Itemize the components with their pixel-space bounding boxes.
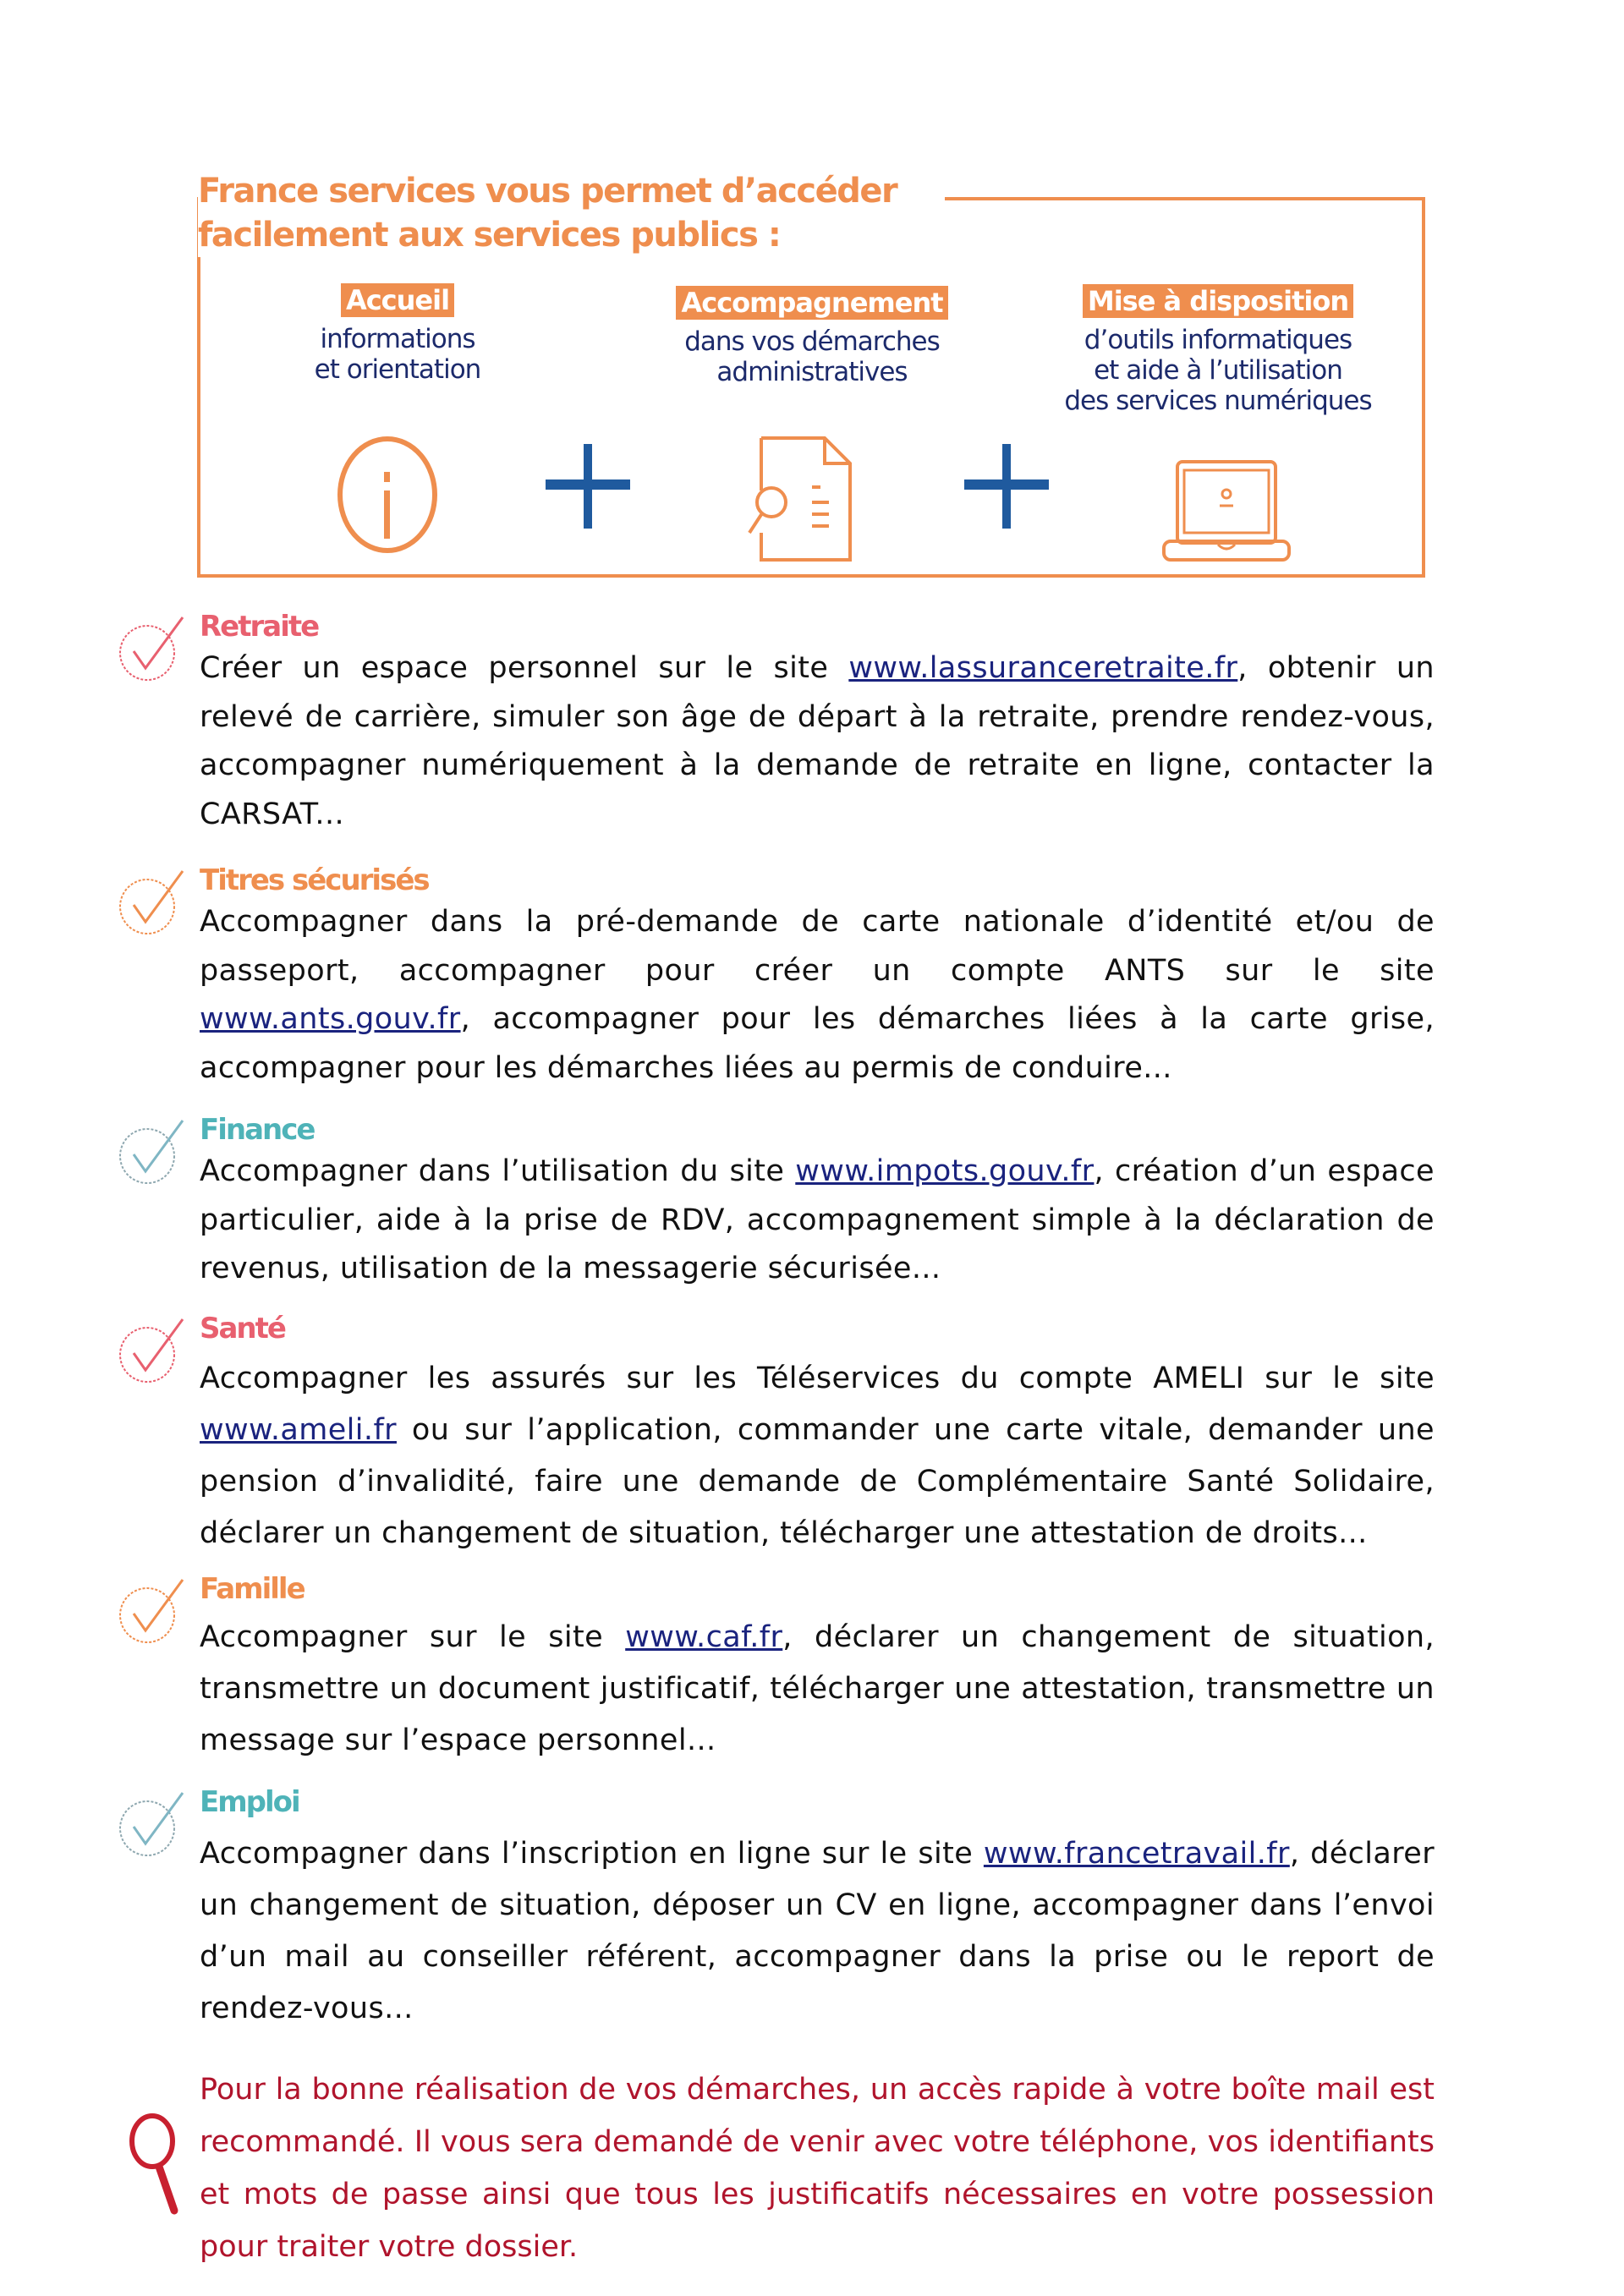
section-famille: [200, 1571, 1435, 1767]
section-finance: [200, 1112, 1435, 1294]
check-circle-icon: [115, 1786, 191, 1862]
service-column-mise-a-disposition: [1049, 284, 1387, 416]
section-body: Accompagner dans l’inscription en ligne sur le site www.francetravail.fr, déclarer un changement de situation, déposer un CV en ligne, accompagner dans l’envoi d’un mail au conseiller référent, accompagner dans la prise ou le report de rendez-vous...: [200, 1837, 1435, 2025]
section-heading: Finance: [200, 1113, 315, 1147]
section-body: Accompagner dans l’utilisation du site www.impots.gouv.fr, création d’un espace particulier, aide à la prise de RDV, accompagnement simple à la déclaration de revenus, utilisation de la messagerie sécurisée...: [200, 1154, 1435, 1285]
section-body: Accompagner dans la pré-demande de carte nationale d’identité et/ou de passeport, accompagner pour créer un compte ANTS sur le site www.ants.gouv.fr, accompagner pour les démarches liées à la carte grise, accompagner pour les démarches liées au permis de conduire...: [200, 905, 1435, 1085]
link-ants[interactable]: www.ants.gouv.fr: [200, 1002, 461, 1036]
badge-accompagnement: Accompagnement: [676, 286, 947, 320]
column-text: dans vos démarches: [684, 326, 940, 357]
service-column-accompagnement: [651, 286, 973, 387]
check-circle-icon: [115, 611, 191, 687]
info-circle-icon: [311, 423, 464, 567]
section-heading: Titres sécurisés: [200, 863, 429, 897]
column-text: et orientation: [314, 354, 481, 385]
column-text: administratives: [716, 357, 908, 387]
document-search-icon: [744, 431, 871, 567]
column-text: des services numériques: [1064, 386, 1372, 416]
plus-icon: [960, 440, 1053, 533]
section-heading: Retraite: [200, 610, 319, 644]
link-impots[interactable]: www.impots.gouv.fr: [795, 1154, 1095, 1188]
check-circle-icon: [115, 1114, 191, 1190]
check-circle-icon: [115, 864, 191, 940]
plus-icon: [541, 440, 634, 533]
section-heading: Famille: [200, 1572, 304, 1606]
badge-accueil: Accueil: [341, 283, 454, 317]
intro-title-line-2: facilement aux services publics :: [198, 216, 781, 255]
column-text: et aide à l’utilisation: [1094, 355, 1342, 386]
section-heading: Santé: [200, 1312, 285, 1345]
intro-title: [198, 169, 907, 257]
badge-mise-a-disposition: Mise à disposition: [1083, 284, 1353, 318]
frame-top-line: [945, 197, 1425, 200]
link-ameli[interactable]: www.ameli.fr: [200, 1413, 397, 1447]
link-francetravail[interactable]: www.francetravail.fr: [983, 1837, 1290, 1871]
laptop-user-icon: [1159, 457, 1294, 567]
link-lassuranceretraite[interactable]: www.lassuranceretraite.fr: [848, 651, 1238, 685]
service-column-accueil: [279, 283, 516, 385]
section-heading: Emploi: [200, 1785, 299, 1819]
section-sante: [200, 1311, 1435, 1559]
section-titres-securises: [200, 863, 1435, 1093]
check-circle-icon: [115, 1573, 191, 1649]
magnifier-icon: [127, 2106, 195, 2224]
section-body: Accompagner sur le site www.caf.fr, déclarer un changement de situation, transmettre un document justificatif, télécharger une attestation, transmettre un message sur l’espace personnel...: [200, 1620, 1435, 1757]
recommendation-note: Pour la bonne réalisation de vos démarches, un accès rapide à votre boîte mail est recommandé. Il vous sera demandé de venir avec votre téléphone, vos identifiants et mots de passe ainsi que tous les justificatifs nécessaires en votre possession pour traiter votre dossier.: [200, 2073, 1435, 2264]
section-emploi: [200, 1784, 1435, 2035]
check-circle-icon: [115, 1312, 191, 1389]
column-text: informations: [320, 324, 475, 354]
intro-title-line-1: France services vous permet d’accéder: [198, 172, 897, 211]
section-body: Accompagner les assurés sur les Téléservices du compte AMELI sur le site www.ameli.fr ou sur l’application, commander une carte vitale, demander une pension d’invalidité, faire une demande de Complémentaire Santé Solidaire, déclarer un changement de situation, télécharger une attestation de droits...: [200, 1362, 1435, 1550]
section-body: Créer un espace personnel sur le site www.lassuranceretraite.fr, obtenir un relevé de carrière, simuler son âge de départ à la retraite, prendre rendez-vous, accompagner numériquement à la demande de retraite en ligne, contacter la CARSAT...: [200, 651, 1435, 831]
column-text: d’outils informatiques: [1084, 325, 1352, 355]
link-caf[interactable]: www.caf.fr: [625, 1620, 783, 1654]
section-retraite: [200, 609, 1435, 839]
